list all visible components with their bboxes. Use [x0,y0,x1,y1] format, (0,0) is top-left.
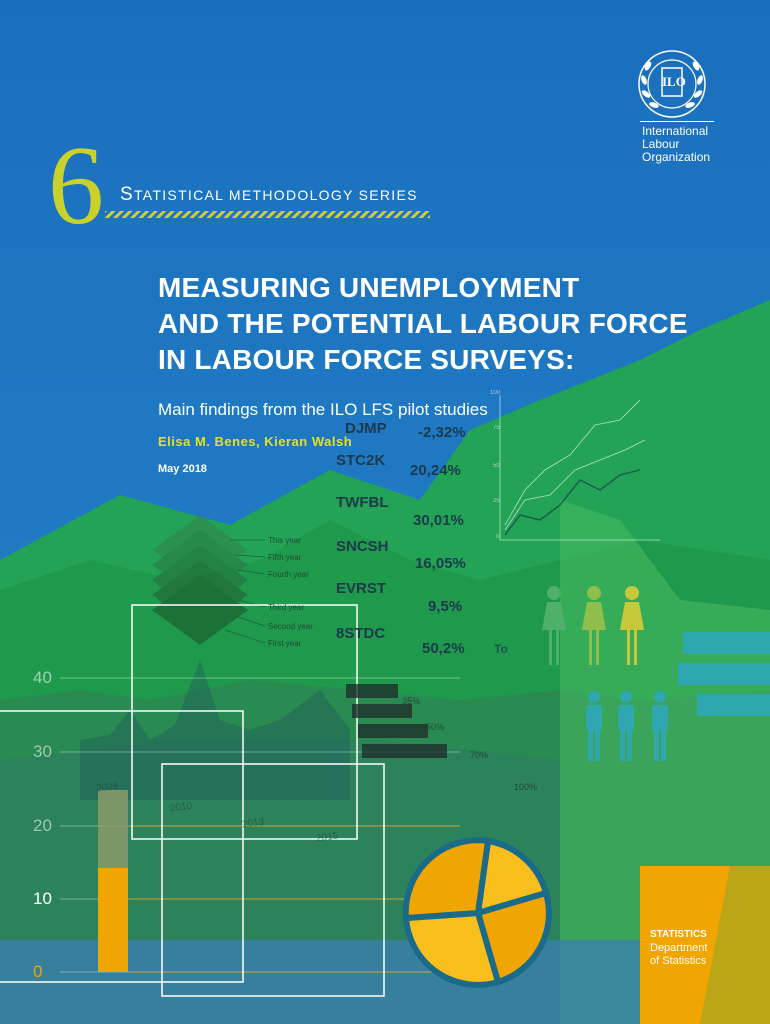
org-name-line: Organization [642,150,711,164]
legend-label: First year [268,639,302,648]
ticker-value-6: 50,2% [422,640,465,657]
legend-label: Second year [268,622,313,631]
teal-bar-1 [683,632,770,654]
year-label: 2008 [95,780,119,795]
stats-dept-line: Department [650,942,708,954]
org-name-line: Labour [642,137,680,151]
ticker-code-2: STC2K [336,452,386,469]
year-label: 2013 [241,816,265,831]
axis-label: 30 [33,742,52,761]
ticker-value-5: 9,5% [428,598,463,615]
statistics-heading: STATISTICS [650,929,707,940]
title-line: MEASURING UNEMPLOYMENT [158,272,580,303]
org-name [642,125,710,164]
ticker-code-6: 8STDC [336,625,386,642]
year-label: 2010 [169,800,193,815]
axis-label: 0 [33,962,43,981]
axis-label: 20 [33,816,52,835]
axis-label: 40 [33,668,52,687]
legend-label: Third year [268,603,305,612]
percent-label: 70% [470,750,489,760]
stats-dept-line: of Statistics [650,955,707,967]
report-subtitle: Main findings from the ILO LFS pilot studies [158,400,488,419]
small-axis-label: 75 [493,425,500,431]
series-rest: TATISTICAL METHODOLOGY SERIES [133,187,418,203]
year-label: 2015 [315,830,339,845]
org-rule [640,121,714,122]
report-authors: Elisa M. Benes, Kieran Walsh [158,434,353,449]
ticker-code-5: EVRST [336,580,387,597]
legend-label: Fourth year [268,570,309,579]
ticker-code-1: DJMP [345,420,387,437]
title-line: IN LABOUR FORCE SURVEYS: [158,344,575,375]
small-axis-label: 50 [493,463,500,469]
ticker-value-4: 16,05% [415,555,466,572]
report-date: May 2018 [158,463,207,475]
teal-bar-2 [678,663,770,685]
ticker-code-3: TWFBL [336,494,389,511]
axis-label: 10 [33,889,52,908]
org-name-line: International [642,124,709,138]
percent-label: 50% [426,722,445,732]
ticker-value-2: 20,24% [410,462,461,479]
statistics-department-name [650,942,707,968]
ticker-code-4: SNCSH [336,538,389,555]
series-number: 6 [48,124,104,248]
fragment-text: To [494,642,508,656]
legend-label: Fifth year [268,553,302,562]
hatched-rule [105,211,430,218]
small-axis-label: 100 [490,390,501,396]
pie-chart-graphic [406,840,550,985]
title-line: AND THE POTENTIAL LABOUR FORCE [158,308,688,339]
series-title [120,184,418,206]
small-axis-label: 0 [496,534,500,540]
small-axis-label: 25 [493,498,500,504]
series-first-letter: S [120,184,134,205]
background-bar-orange [98,868,128,972]
ticker-value-1: -2,32% [418,424,466,441]
report-title [158,270,688,378]
ticker-value-3: 30,01% [413,512,464,529]
percent-label: 100% [514,782,538,792]
percent-label: 35% [402,696,421,706]
legend-label: This year [268,536,301,545]
ilo-emblem-text: ILO [662,74,686,89]
teal-bar-3 [697,694,770,716]
